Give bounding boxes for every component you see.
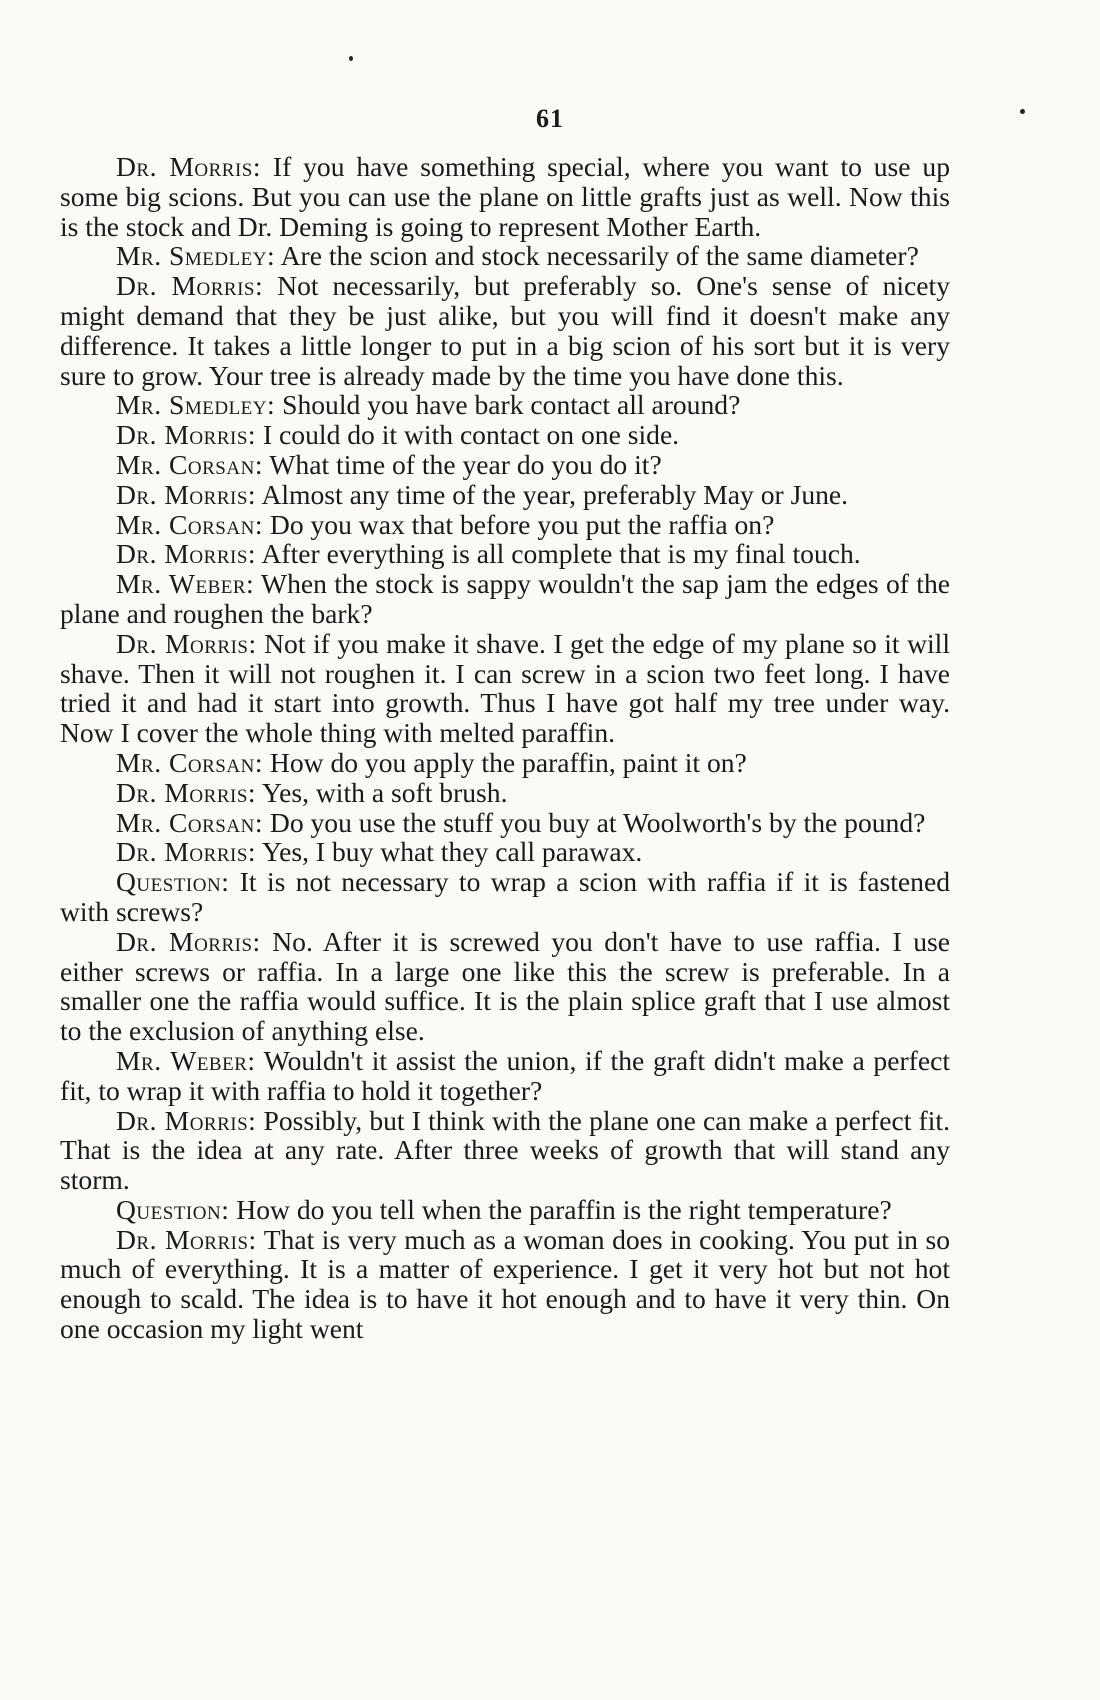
speaker-label: Mr. Corsan: (116, 448, 263, 480)
speaker-label: Dr. Morris: (116, 151, 262, 182)
speaker-label: Mr. Weber: (116, 568, 255, 600)
speaker-label: Mr. Smedley: (116, 240, 276, 272)
speech-text: No. After it is screwed you don't have to use raffia. I use either screws or raffia. In a large one like this the screw is preferable. In a smaller one the raffia would suffice. It is the plain splice graft that I use almost to the exclusion of anything else. (60, 925, 950, 1047)
speech-text: Not necessarily, but preferably so. One's sense of nicety might demand that they be just alike, but you will find it doesn't make any difference. It takes a little longer to put in a big scion of his sort but it is very sure to grow. Your tree is already made by the time you have done this. (60, 270, 950, 391)
dialogue-paragraph (60, 748, 950, 778)
speaker-label: Dr. Morris: (116, 836, 257, 868)
dialogue-paragraph (60, 1046, 950, 1106)
dialogue-paragraph (60, 569, 950, 629)
dialogue-paragraph (60, 1225, 950, 1344)
speaker-label: Dr. Morris: (116, 1223, 257, 1255)
speech-text: It is not necessary to wrap a scion with raffia if it is fastened with screws? (60, 866, 950, 927)
dialogue-paragraph (60, 778, 950, 808)
speech-text: How do you apply the paraffin, paint it on? (269, 746, 747, 778)
speaker-label: Question: (116, 1193, 230, 1225)
dialogue-paragraph (60, 629, 950, 748)
page-number: 61 (536, 104, 564, 133)
speech-text: Yes, I buy what they call parawax. (261, 836, 643, 868)
dialogue-paragraph (60, 808, 950, 838)
speech-text: Are the scion and stock necessarily of the same diameter? (280, 240, 919, 272)
dialogue-paragraph (60, 837, 950, 867)
speaker-label: Dr. Morris: (116, 478, 257, 510)
speech-text: Should you have bark contact all around? (282, 389, 741, 421)
speaker-label: Mr. Corsan: (116, 746, 263, 778)
speech-text: When the stock is sappy wouldn't the sap jam the edges of the plane and roughen the bark? (60, 568, 950, 629)
speech-text: After everything is all complete that is my final touch. (261, 538, 861, 570)
speaker-label: Dr. Morris: (116, 419, 257, 451)
dialogue-paragraph (60, 1195, 950, 1225)
speaker-label: Dr. Morris: (116, 538, 257, 570)
speech-text: That is very much as a woman does in cooking. You put in so much of everything. It is a matter of experience. I get it very hot but not hot enough to scald. The idea is to have it hot enough and to have it very thin. On one occasion my light went (60, 1223, 950, 1345)
speech-text: Almost any time of the year, preferably May or June. (261, 478, 849, 510)
speech-text: Do you wax that before you put the raffia on? (269, 508, 775, 540)
dialogue-paragraph (60, 450, 950, 480)
speech-text: Possibly, but I think with the plane one can make a perfect fit. That is the idea at any rate. After three weeks of growth that will stand any storm. (60, 1104, 950, 1196)
dialogue-paragraph (60, 1106, 950, 1195)
speck-mark (1020, 109, 1025, 114)
speech-text: Not if you make it shave. I get the edge of my plane so it will shave. Then it will not roughen it. I can screw in a scion two feet long. I have tried it and had it start into growth. Thus I have got half my tree under way. Now I cover the whole thing with melted paraffin. (60, 627, 950, 749)
speaker-label: Mr. Smedley: (116, 389, 276, 421)
dialogue-paragraph (60, 867, 950, 927)
speaker-label: Mr. Corsan: (116, 508, 263, 540)
speaker-label: Dr. Morris: (116, 776, 257, 808)
speech-text: How do you tell when the paraffin is the right temperature? (236, 1193, 892, 1225)
speck-mark (349, 56, 353, 61)
speaker-label: Dr. Morris: (116, 925, 261, 957)
speaker-label: Mr. Corsan: (116, 806, 263, 838)
transcript-body (60, 152, 950, 1344)
speech-text: I could do it with contact on one side. (262, 419, 680, 451)
dialogue-paragraph (60, 152, 950, 241)
dialogue-paragraph (60, 390, 950, 420)
dialogue-paragraph (60, 480, 950, 510)
dialogue-paragraph (60, 927, 950, 1046)
speaker-label: Dr. Morris: (116, 1104, 257, 1136)
dialogue-paragraph (60, 241, 950, 271)
speech-text: Yes, with a soft brush. (261, 776, 508, 808)
speaker-label: Question: (116, 866, 230, 898)
speaker-label: Dr. Morris: (116, 270, 264, 302)
dialogue-paragraph (60, 510, 950, 540)
dialogue-paragraph (60, 420, 950, 450)
speech-text: What time of the year do you do it? (269, 448, 662, 480)
speaker-label: Mr. Weber: (116, 1044, 256, 1076)
speech-text: Wouldn't it assist the union, if the graft didn't make a perfect fit, to wrap it with raffia to hold it together? (60, 1044, 951, 1106)
dialogue-paragraph (60, 539, 950, 569)
speaker-label: Dr. Morris: (116, 627, 257, 659)
dialogue-paragraph (60, 271, 950, 390)
speech-text: If you have something special, where you want to use up some big scions. But you can use the plane on little grafts just as well. Now this is the stock and Dr. Deming is going to represent Mother Earth. (60, 151, 950, 242)
speech-text: Do you use the stuff you buy at Woolworth's by the pound? (269, 806, 926, 838)
